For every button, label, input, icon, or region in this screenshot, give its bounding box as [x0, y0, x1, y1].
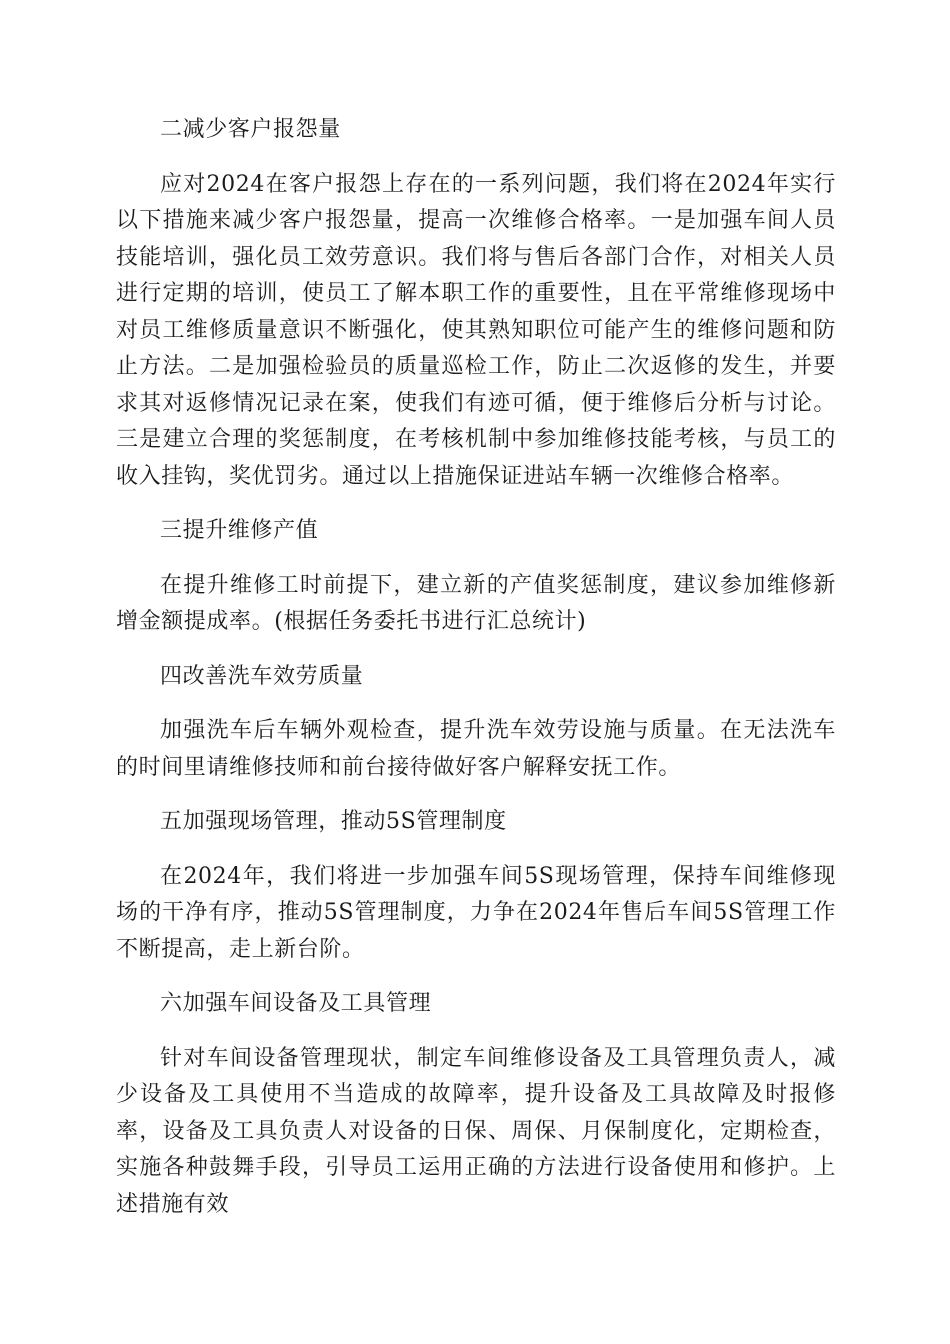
section-body-2: 应对2024在客户报怨上存在的一系列问题，我们将在2024年实行以下措施来减少客户报怨量，提高一次维修合格率。一是加强车间人员技能培训，强化员工效劳意识。我们将与售后各部门合作，对相关人员进行定期的培训，使员工了解本职工作的重要性，且在平常维修现场中对员工维修质量意识不断强化，使其熟知职位可能产生的维修问题和防止方法。二是加强检验员的质量巡检工作，防止二次返修的发生，并要求其对返修情况记录在案，使我们有迹可循，便于维修后分析与讨论。三是建立合理的奖惩制度，在考核机制中参加维修技能考核，与员工的收入挂钩，奖优罚劣。通过以上措施保证进站车辆一次维修合格率。 — [116, 171, 836, 489]
section-body-4: 加强洗车后车辆外观检查，提升洗车效劳设施与质量。在无法洗车的时间里请维修技师和前台接待做好客户解释安抚工作。 — [116, 718, 836, 780]
section-heading-4: 四改善洗车效劳质量 — [160, 663, 364, 689]
section-heading-2: 二减少客户报怨量 — [160, 117, 341, 142]
section-body-6: 针对车间设备管理现状，制定车间维修设备及工具管理负责人，减少设备及工具使用不当造成的故障率，提升设备及工具故障及时报修率，设备及工具负责人对设备的日保、周保、月保制度化，定期检查，实施各种鼓舞手段，引导员工运用正确的方法进行设备使用和修护。上述措施有效 — [116, 1045, 836, 1217]
section-heading-3: 三提升维修产值 — [160, 518, 319, 543]
section-body-5: 在2024年，我们将进一步加强车间5S现场管理，保持车间维修现场的干净有序，推动5S管理制度，力争在2024年售后车间5S管理工作不断提高，走上新台阶。 — [116, 863, 836, 962]
document-page — [116, 112, 836, 1241]
section-heading-6: 六加强车间设备及工具管理 — [160, 991, 432, 1016]
section-body-3: 在提升维修工时前提下，建立新的产值奖惩制度，建议参加维修新增金额提成率。(根据任务委托书进行汇总统计) — [116, 572, 836, 634]
section-heading-5: 五加强现场管理，推动5S管理制度 — [160, 809, 507, 834]
